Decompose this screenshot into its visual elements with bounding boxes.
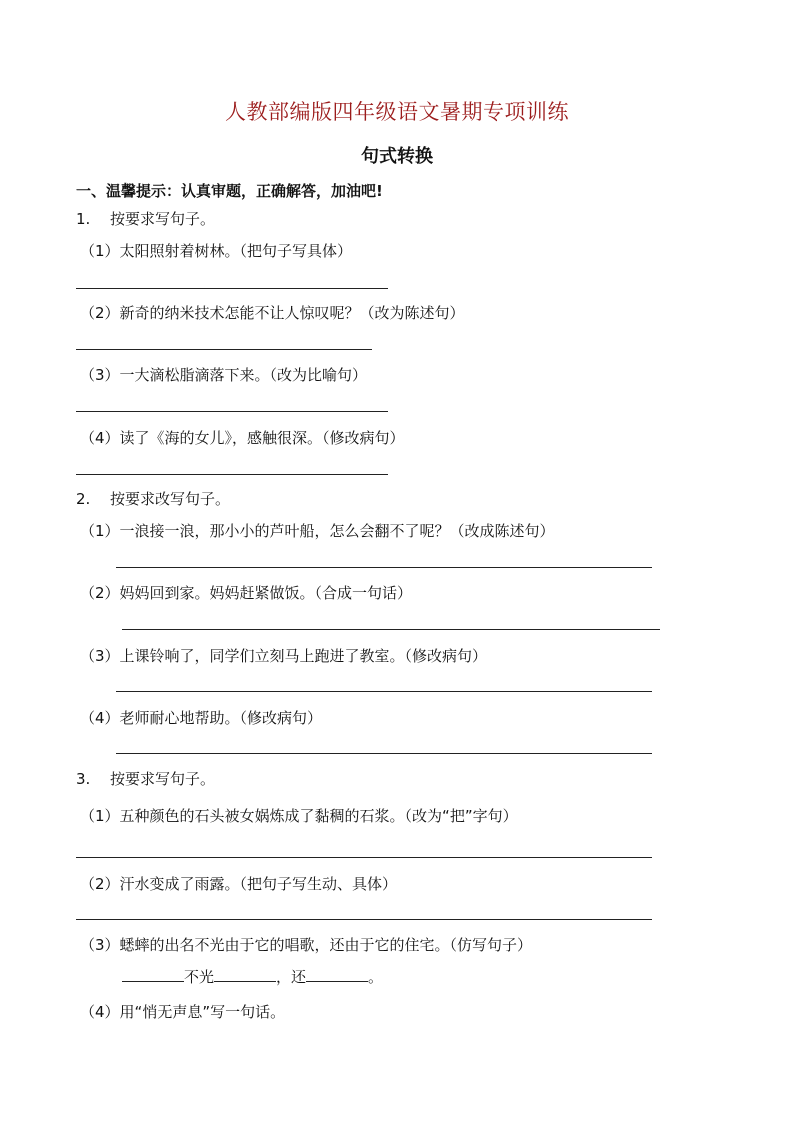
question-text: 按要求写句子。	[110, 770, 216, 788]
answer-line[interactable]	[76, 411, 388, 412]
question-number: 2.	[76, 490, 91, 508]
q3-item-2: （2）汗水变成了雨露。（把句子写生动、具体）	[80, 875, 398, 893]
q2-item-3: （3）上课铃响了，同学们立刻马上跑进了教室。（修改病句）	[80, 647, 488, 665]
question-number: 1.	[76, 210, 91, 228]
answer-line[interactable]	[76, 474, 388, 475]
question-1	[76, 208, 215, 229]
q2-item-2: （2）妈妈回到家。妈妈赶紧做饭。（合成一句话）	[80, 584, 413, 602]
question-text: 按要求改写句子。	[110, 490, 231, 508]
answer-line[interactable]	[76, 349, 372, 350]
pattern-word-2: ，还	[276, 968, 307, 986]
pattern-end: 。	[368, 968, 384, 986]
answer-line[interactable]	[76, 857, 652, 858]
page-title: 人教部编版四年级语文暑期专项训练	[225, 100, 569, 124]
q1-item-3: （3）一大滴松脂滴落下来。（改为比喻句）	[80, 366, 368, 384]
page-subtitle: 句式转换	[361, 146, 433, 167]
answer-line[interactable]	[122, 629, 660, 630]
question-text: 按要求写句子。	[110, 210, 216, 228]
q1-item-4: （4）读了《海的女儿》，感触很深。（修改病句）	[80, 429, 405, 447]
q2-item-4: （4）老师耐心地帮助。（修改病句）	[80, 709, 323, 727]
fill-blank[interactable]	[122, 967, 184, 982]
q1-item-1: （1）太阳照射着树林。（把句子写具体）	[80, 242, 353, 260]
imitation-pattern	[122, 966, 383, 987]
section-heading: 一、温馨提示：认真审题，正确解答，加油吧!	[76, 182, 383, 200]
q3-item-3: （3）蟋蟀的出名不光由于它的唱歌，还由于它的住宅。（仿写句子）	[80, 936, 533, 954]
q3-item-1: （1）五种颜色的石头被女娲炼成了黏稠的石浆。（改为“把”字句）	[80, 807, 518, 825]
answer-line[interactable]	[76, 919, 652, 920]
fill-blank[interactable]	[306, 967, 368, 982]
answer-line[interactable]	[76, 288, 388, 289]
pattern-word-1: 不光	[184, 968, 215, 986]
q2-item-1: （1）一浪接一浪，那小小的芦叶船，怎么会翻不了呢？（改成陈述句）	[80, 522, 555, 540]
question-number: 3.	[76, 770, 91, 788]
answer-line[interactable]	[116, 567, 652, 568]
q1-item-2: （2）新奇的纳米技术怎能不让人惊叹呢？（改为陈述句）	[80, 304, 465, 322]
answer-line[interactable]	[116, 753, 652, 754]
question-2	[76, 488, 230, 509]
question-3	[76, 768, 215, 789]
answer-line[interactable]	[116, 691, 652, 692]
fill-blank[interactable]	[214, 967, 276, 982]
q3-item-4: （4）用“悄无声息”写一句话。	[80, 1003, 286, 1021]
